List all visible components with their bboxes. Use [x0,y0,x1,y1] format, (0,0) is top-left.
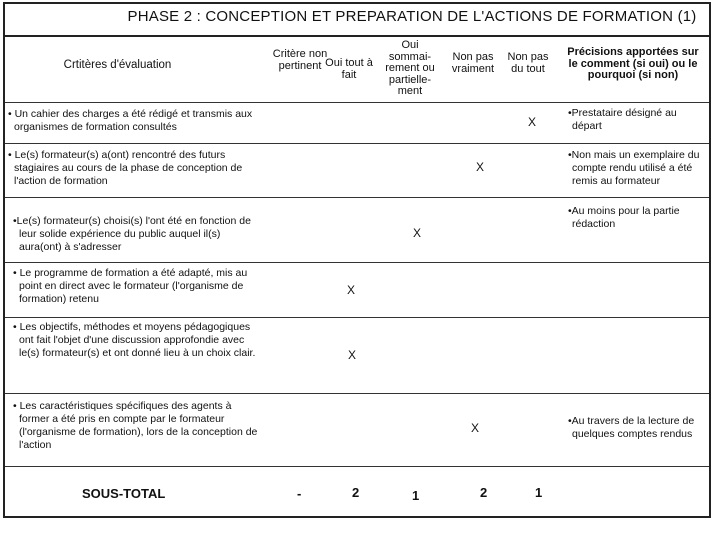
mark-row-2: X [476,160,485,174]
criterion-5: • Les objectifs, méthodes et moyens pédagogiques ont fait l'objet d'une discussion approfondie avec le(s) formateur(s) et ont donné lieu à un choix clair. [13,321,256,359]
mark-row-1: X [528,115,537,129]
criterion-3: •Le(s) formateur(s) choisi(s) l'ont été en fonction de leur solide expérience du public auquel il(s) aura(ont) à s'adresser [13,215,251,253]
subtotal-non-pas-vraiment: 2 [480,485,488,500]
subtotal-oui-sommairement: 1 [412,488,420,503]
mark-row-6: X [471,421,480,435]
note-row-1: •Prestataire désigné au départ [568,107,677,132]
subtotal-label: SOUS-TOTAL [82,486,166,501]
note-row-3: •Au moins pour la partie rédaction [568,205,680,230]
subtotal-non-pas-du-tout: 1 [535,485,543,500]
row-divider [5,262,709,263]
header-oui-sommairement: Oui sommai-rement ou partielle-ment [385,39,435,97]
header-non-pas-du-tout: Non pas du tout [507,51,549,75]
header-criteria: Crtitères d'évaluation [63,59,172,71]
row-divider [5,197,709,198]
row-divider [5,393,709,394]
row-divider [5,466,709,467]
header-precisions: Précisions apportées sur le comment (si oui) ou le pourquoi (si non) [567,46,699,81]
mark-row-4: X [347,283,356,297]
header-non-pertinent: Critère non pertinent [272,48,328,72]
header-non-pas-vraiment: Non pas vraiment [451,51,495,75]
page-title: PHASE 2 : CONCEPTION ET PREPARATION DE L'ACTIONS DE FORMATION (1) [127,8,697,25]
row-divider [5,143,709,144]
criterion-2: • Le(s) formateur(s) a(ont) rencontré des futurs stagiaires au cours de la phase de conception de l'action de formation [8,149,243,187]
criterion-6: • Les caractéristiques spécifiques des agents à former a été pris en compte par le formateur (l'organisme de formation), lors de la conception de l'action [13,400,258,451]
note-row-6: •Au travers de la lecture de quelques comptes rendus [568,415,695,440]
criterion-4: • Le programme de formation a été adapté, mis au point en direct avec le formateur (l'organisme de formation) retenu [13,267,248,305]
header-divider [5,102,709,103]
criterion-1: • Un cahier des charges a été rédigé et transmis aux organismes de formation consultés [8,108,253,133]
subtotal-oui-tout: 2 [352,485,360,500]
row-divider [5,317,709,318]
subtotal-non-pertinent: - [297,486,302,501]
header-oui-tout: Oui tout à fait [325,57,373,81]
mark-row-3: X [413,226,422,240]
note-row-2: •Non mais un exemplaire du compte rendu utilisé a été remis au formateur [568,149,700,187]
mark-row-5: X [348,348,357,362]
title-divider [5,35,709,37]
